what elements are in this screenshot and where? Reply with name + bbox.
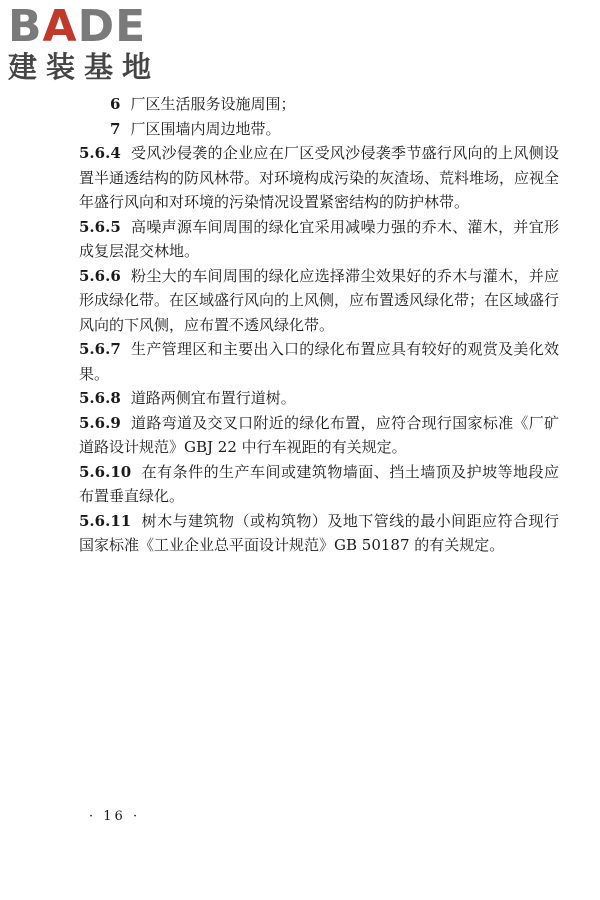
clause-text: 在有条件的生产车间或建筑物墙面、挡土墙顶及护坡等地段应布置垂直绿化。	[79, 462, 559, 505]
logo-brand-cn: 建装基地	[8, 50, 161, 84]
clause-number: 5.6.5	[79, 217, 121, 236]
clause-5-6-9	[79, 411, 559, 460]
clause-text: 高噪声源车间周围的绿化宜采用减噪力强的乔木、灌木，并宜形成复层混交林地。	[79, 217, 559, 260]
clause-number: 5.6.4	[79, 144, 121, 162]
clause-text: 受风沙侵袭的企业应在厂区受风沙侵袭季节盛行风向的上风侧设置半通透结构的防风林带。对环境构成污染的灰渣场、荒料堆场，应视全年盛行风向和对环境的污染情况设置紧密结构的防护林带。	[79, 144, 560, 211]
clause-5-6-5	[79, 215, 559, 264]
logo-brand-en	[8, 1, 178, 52]
clause-number: 5.6.11	[79, 511, 132, 530]
clause-5-6-11	[79, 509, 559, 558]
page-number: · 16 ·	[89, 809, 141, 824]
bade-logo	[8, 1, 178, 84]
list-item	[79, 117, 559, 142]
clause-5-6-10	[79, 460, 559, 509]
clause-number: 5.6.7	[79, 340, 121, 358]
list-item-text: 厂区围墙内周边地带。	[130, 119, 281, 138]
clause-number: 5.6.9	[79, 413, 121, 432]
clause-5-6-8	[79, 386, 559, 411]
logo-brand-en-text: BADE	[8, 1, 147, 52]
list-item-number: 7	[110, 119, 121, 138]
clause-number: 5.6.6	[79, 266, 121, 285]
list-item	[79, 92, 559, 117]
clause-text: 粉尘大的车间周围的绿化应选择滞尘效果好的乔木与灌木，并应形成绿化带。在区域盛行风向的上风侧，应布置透风绿化带；在区域盛行风向的下风侧，应布置不透风绿化带。	[79, 266, 560, 334]
clause-number: 5.6.10	[79, 462, 132, 481]
clause-text: 道路弯道及交叉口附近的绿化布置，应符合现行国家标准《厂矿道路设计规范》GBJ 22 中行车视距的有关规定。	[79, 413, 559, 456]
clause-text: 生产管理区和主要出入口的绿化布置应具有较好的观赏及美化效果。	[79, 340, 559, 383]
clause-text: 树木与建筑物（或构筑物）及地下管线的最小间距应符合现行国家标准《工业企业总平面设计规范》GB 50187 的有关规定。	[79, 511, 559, 554]
list-item-text: 厂区生活服务设施周围；	[130, 95, 296, 113]
clause-5-6-4	[79, 141, 559, 215]
list-item-number: 6	[110, 95, 121, 113]
clause-5-6-7	[79, 337, 559, 386]
clause-text: 道路两侧宜布置行道树。	[130, 389, 296, 407]
document-body	[79, 92, 559, 558]
clause-5-6-6	[79, 264, 559, 338]
clause-number: 5.6.8	[79, 389, 121, 407]
